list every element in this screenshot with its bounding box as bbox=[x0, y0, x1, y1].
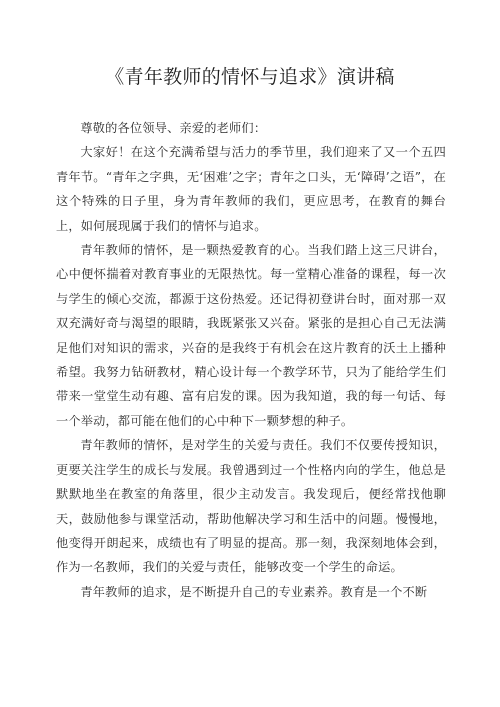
paragraph-professional-growth: 青年教师的追求，是不断提升自己的专业素养。教育是一个不断 bbox=[80, 584, 428, 599]
greeting-line: 尊敬的各位领导、亲爱的老师们： bbox=[80, 121, 267, 135]
document-body bbox=[56, 116, 446, 604]
document-title: 《青年教师的情怀与追求》演讲稿 bbox=[105, 66, 395, 88]
paragraph-opening: 大家好！在这个充满希望与活力的季节里，我们迎来了又一个五四青年节。“青年之字典，无‘困难’之字；青年之口头，无‘障碍’之语”，在这个特殊的日子里，身为青年教师的我们，更应思考，在教育的舞台上，如何展现属于我们的情怀与追求。 bbox=[56, 145, 446, 233]
paragraph-love-of-teaching: 青年教师的情怀，是一颗热爱教育的心。当我们踏上这三尺讲台，心中便怀揣着对教育事业的无限热忱。每一堂精心准备的课程，每一次与学生的倾心交流，都源于这份热爱。还记得初登讲台时，面对那一双双充满好奇与渴望的眼睛，我既紧张又兴奋。紧张的是担心自己无法满足他们对知识的需求，兴奋的是我终于有机会在这片教育的沃土上播种希望。我努力钻研教材，精心设计每一个教学环节，只为了能给学生们带来一堂堂生动有趣、富有启发的课。因为我知道，我的每一句话、每一个举动，都可能在他们的心中种下一颗梦想的种子。 bbox=[56, 243, 446, 428]
paragraph-care-for-students: 青年教师的情怀，是对学生的关爱与责任。我们不仅要传授知识，更要关注学生的成长与发展。我曾遇到过一个性格内向的学生，他总是默默地坐在教室的角落里，很少主动发言。我发现后，便经常找他聊天，鼓励他参与课堂活动，帮助他解决学习和生活中的问题。慢慢地，他变得开朗起来，成绩也有了明显的提高。那一刻，我深刻地体会到，作为一名教师，我们的关爱与责任，能够改变一个学生的命运。 bbox=[56, 438, 446, 575]
